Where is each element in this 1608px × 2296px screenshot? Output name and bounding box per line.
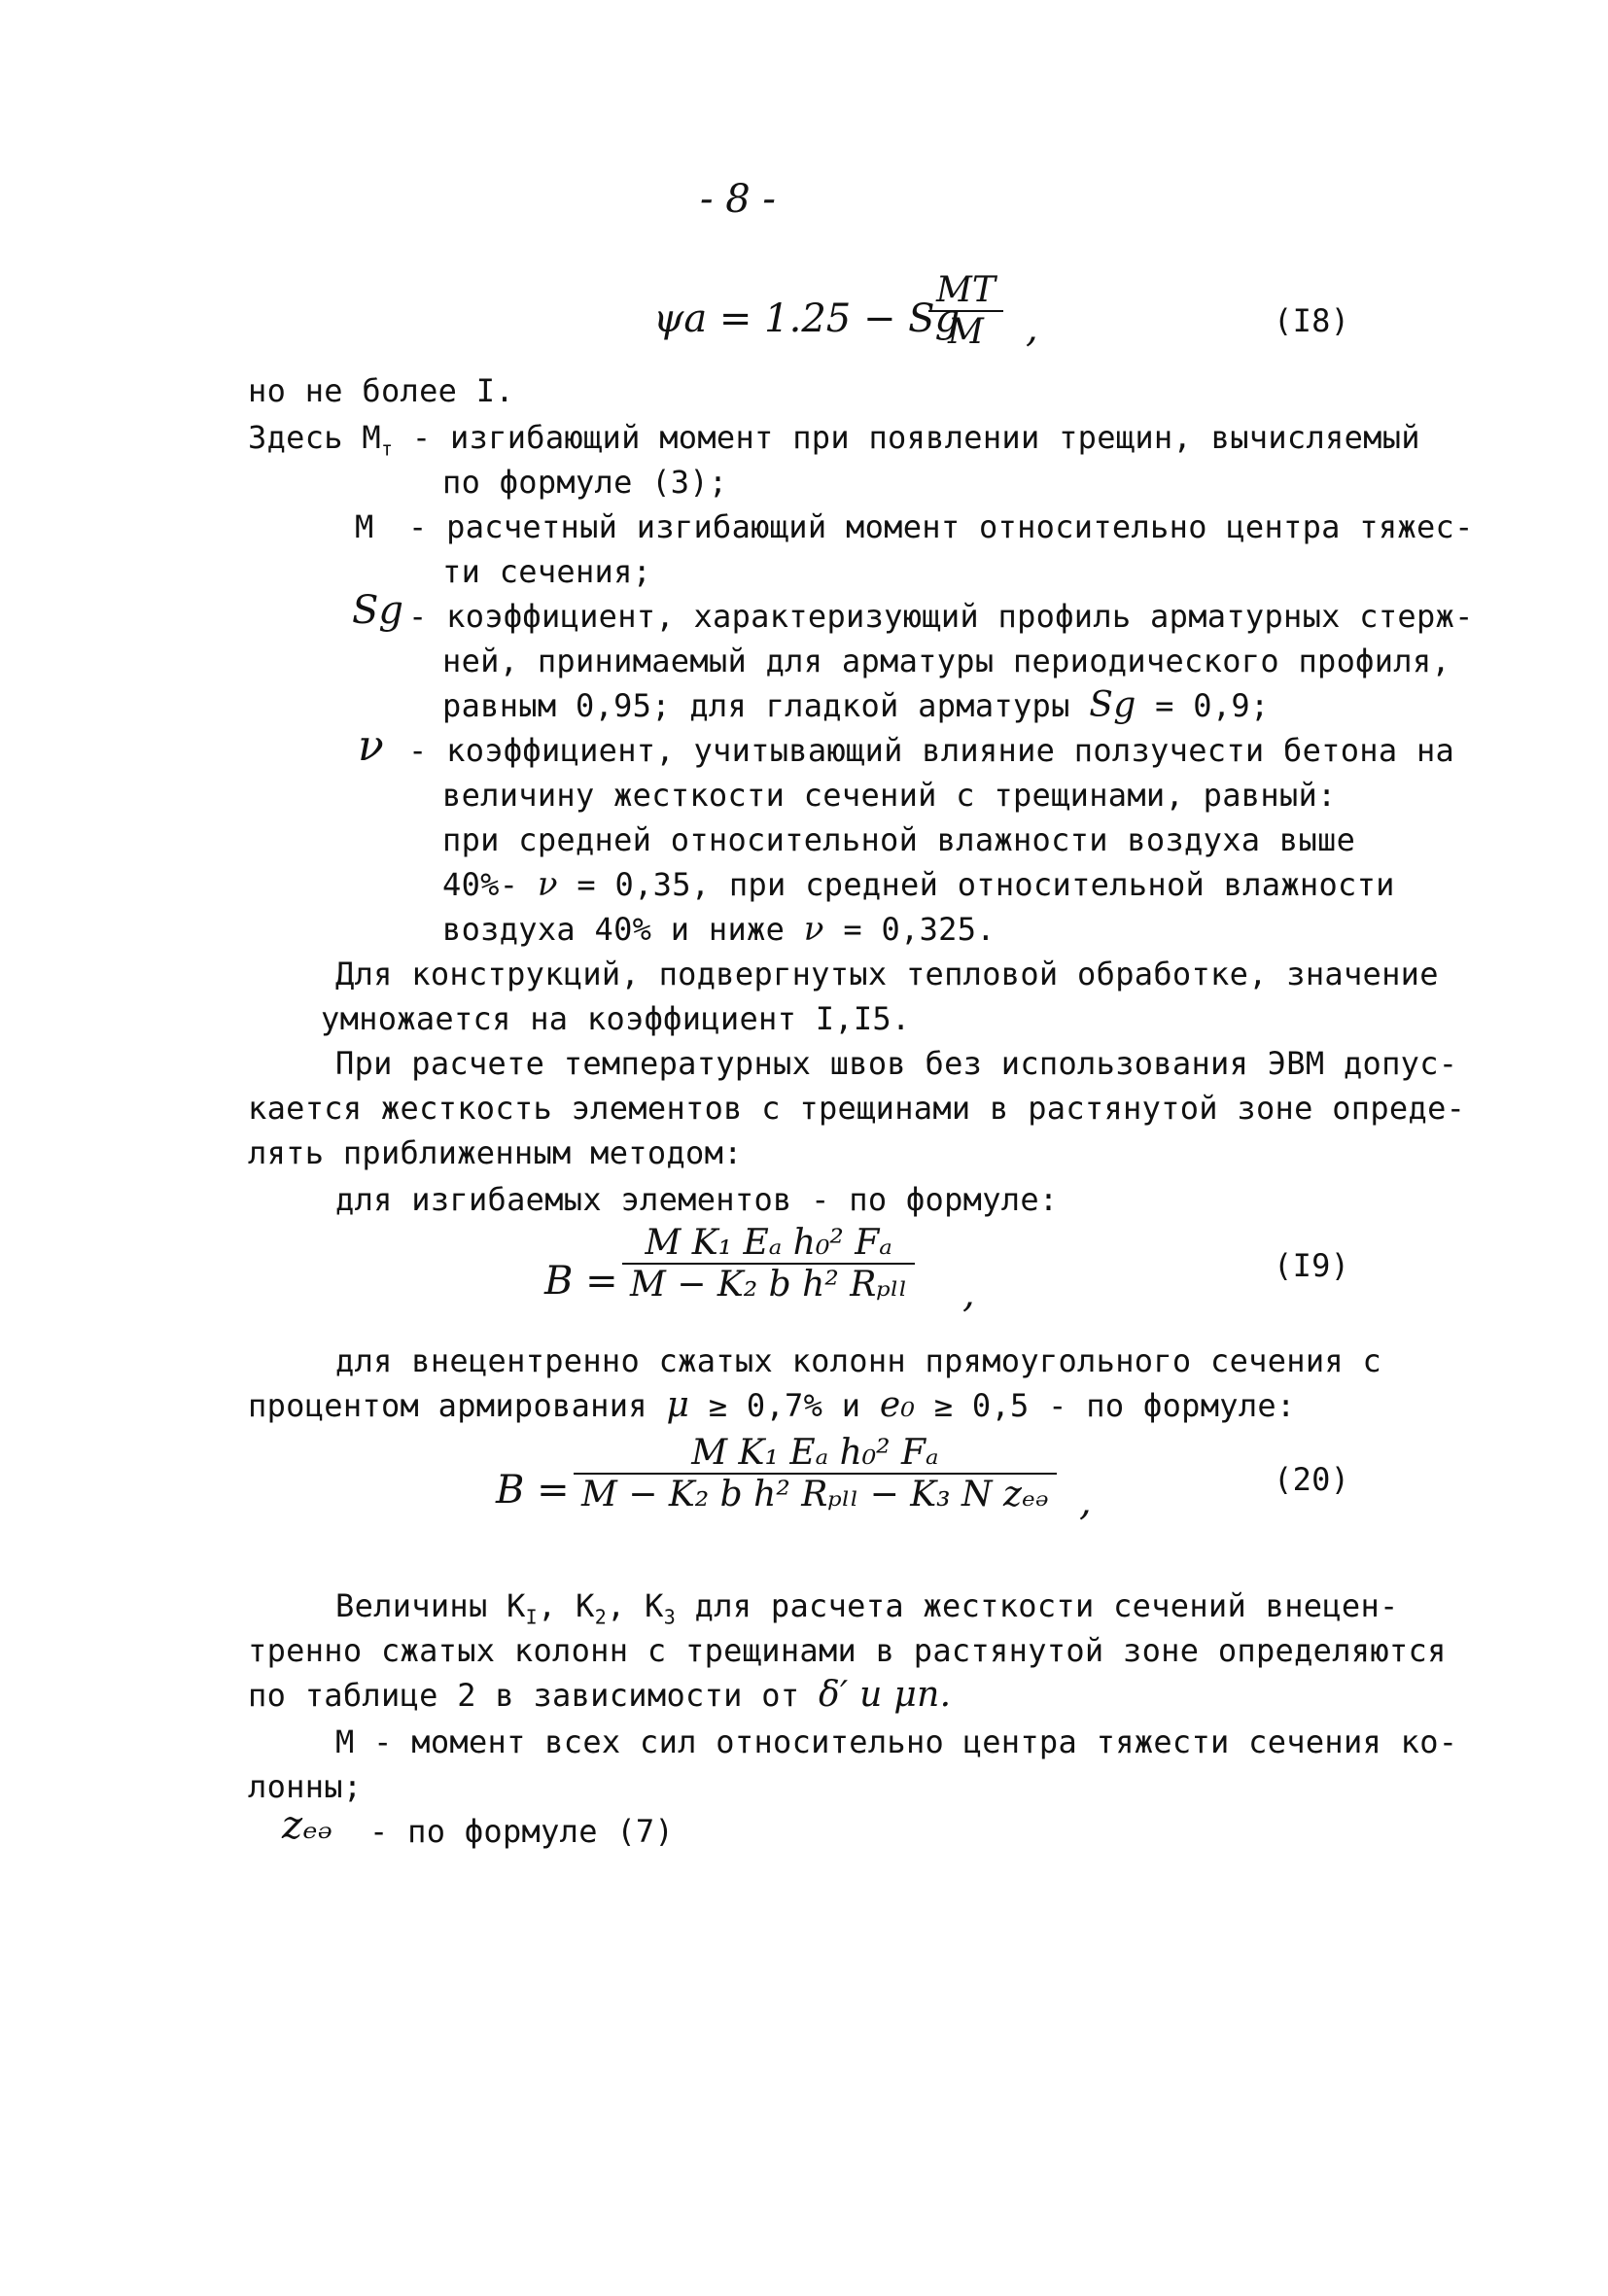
def-nu-line5-symbol: ν: [803, 910, 824, 949]
def-sg-line3-a: равным 0,95; для гладкой арматуры: [442, 687, 1070, 724]
para-k-line3-a: по таблице 2 в зависимости от: [248, 1677, 800, 1714]
eq18-fraction: [928, 270, 1003, 352]
def-mt-head: Здесь M: [248, 419, 381, 456]
para-ecc-line2-b: ≥ 0,7% и: [708, 1387, 861, 1424]
def-nu-line5-b: = 0,325.: [843, 911, 996, 948]
def-nu-line4-a: 40%-: [442, 866, 519, 903]
def-sg-line1: - коэффициент, характеризующий профиль арматурных стерж-: [408, 598, 1474, 635]
para-ecc-line2: [248, 1384, 1296, 1427]
para-m-line1: M - момент всех сил относительно центра тяжести сечения ко-: [335, 1723, 1458, 1760]
def-sg-symbol: Sg: [352, 588, 404, 633]
para-k-line1-d: для расчета жесткости сечений внецен-: [676, 1587, 1399, 1624]
def-nu-line4-symbol: ν: [537, 865, 558, 904]
eq19-label: (I9): [1274, 1247, 1350, 1284]
def-nu-line2: величину жесткости сечений с трещинами, равный:: [442, 777, 1337, 814]
def-m-line2: ти сечения;: [442, 553, 652, 590]
para-k-line3-symbol: δ′ и μn.: [818, 1675, 952, 1715]
page-number: - 8 -: [700, 177, 776, 222]
para-k-line1-b: , K: [538, 1587, 595, 1624]
def-mt-text1: - изгибающий момент при появлении трещин, вычисляемый: [393, 419, 1420, 456]
def-sg-line3-symbol: Sg: [1089, 685, 1136, 725]
eq19-lhs: B =: [544, 1259, 618, 1304]
para-k-sub2: 2: [594, 1605, 608, 1629]
eq20-tail: ,: [1079, 1479, 1092, 1524]
para-k-line2: тренно сжатых колонн с трещинами в растянутой зоне определяются: [248, 1632, 1447, 1669]
def-nu-line1: - коэффициент, учитывающий влияние ползучести бетона на: [408, 732, 1455, 769]
eq18-tail: ,: [1026, 306, 1038, 351]
eq19-denominator: M − K₂ b h² Rₚₗₗ: [622, 1263, 915, 1305]
para-calc-line3: лять приближенным методом:: [248, 1134, 743, 1171]
para-calc-line1: При расчете температурных швов без использования ЭВМ допус-: [335, 1045, 1458, 1082]
def-m-line1: - расчетный изгибающий момент относительно центра тяжес-: [408, 508, 1474, 545]
eq18-lhs: ψa = 1.25 − Sg: [653, 296, 961, 341]
para-k-sub3: 3: [663, 1605, 677, 1629]
def-nu-line4-b: = 0,35, при средней относительной влажности: [577, 866, 1395, 903]
eq18-denominator: M: [928, 310, 1003, 352]
para-heat-line2: умножается на коэффициент I,I5.: [321, 1000, 911, 1037]
para-k-line1-a: Величины K: [335, 1587, 526, 1624]
def-nu-line4: [442, 863, 1395, 906]
para-ecc-symbol-e0: e₀: [879, 1385, 916, 1425]
eq20-denominator: M − K₂ b h² Rₚₗₗ − K₃ N zₑₔ: [574, 1473, 1057, 1514]
para-k-sub1: I: [525, 1605, 538, 1629]
def-sg-line3-b: = 0,9;: [1155, 687, 1270, 724]
para-k-line3: [248, 1674, 951, 1717]
para-bend: для изгибаемых элементов - по формуле:: [335, 1181, 1059, 1218]
para-z-text: - по формуле (7): [369, 1813, 675, 1850]
para-ecc-line1: для внецентренно сжатых колонн прямоугольного сечения с: [335, 1342, 1382, 1379]
para-ecc-line2-c: ≥ 0,5 - по формуле:: [933, 1387, 1296, 1424]
line-no-more: но не более I.: [248, 372, 514, 409]
def-sg-line3: [442, 684, 1270, 727]
eq19-numerator: M K₁ Eₐ h₀² Fₐ: [645, 1223, 892, 1263]
para-ecc-line2-a: процентом армирования: [248, 1387, 647, 1424]
def-nu-line5: [442, 908, 996, 951]
para-calc-line2: кается жесткость элементов с трещинами в растянутой зоне опреде-: [248, 1090, 1466, 1127]
para-z-symbol: zₑₔ: [282, 1803, 333, 1848]
def-m-symbol: M: [355, 508, 374, 545]
def-mt-line1: [248, 416, 1420, 470]
eq20-lhs: B =: [496, 1468, 570, 1513]
eq20-numerator: M K₁ Eₐ h₀² Fₐ: [691, 1433, 939, 1473]
eq18-label: (I8): [1274, 302, 1350, 339]
def-nu-symbol: ν: [358, 721, 384, 771]
eq19-tail: ,: [962, 1271, 975, 1316]
def-mt-line2: по формуле (3);: [442, 464, 728, 501]
def-sg-line2: ней, принимаемый для арматуры периодического профиля,: [442, 643, 1451, 679]
para-heat-line1: Для конструкций, подвергнутых тепловой обработке, значение: [335, 956, 1439, 992]
para-ecc-symbol-mu: μ: [666, 1385, 690, 1425]
para-k-line1-c: , K: [607, 1587, 664, 1624]
para-m-line2: лонны;: [248, 1768, 363, 1805]
def-nu-line3: при средней относительной влажности воздуха выше: [442, 821, 1356, 858]
def-nu-line5-a: воздуха 40% и ниже: [442, 911, 786, 948]
eq20-label: (20): [1274, 1461, 1350, 1498]
eq18-numerator: MT: [936, 270, 996, 310]
eq19-fraction: [622, 1223, 915, 1305]
eq20-fraction: [574, 1433, 1057, 1514]
def-mt-sub: т: [380, 436, 394, 461]
